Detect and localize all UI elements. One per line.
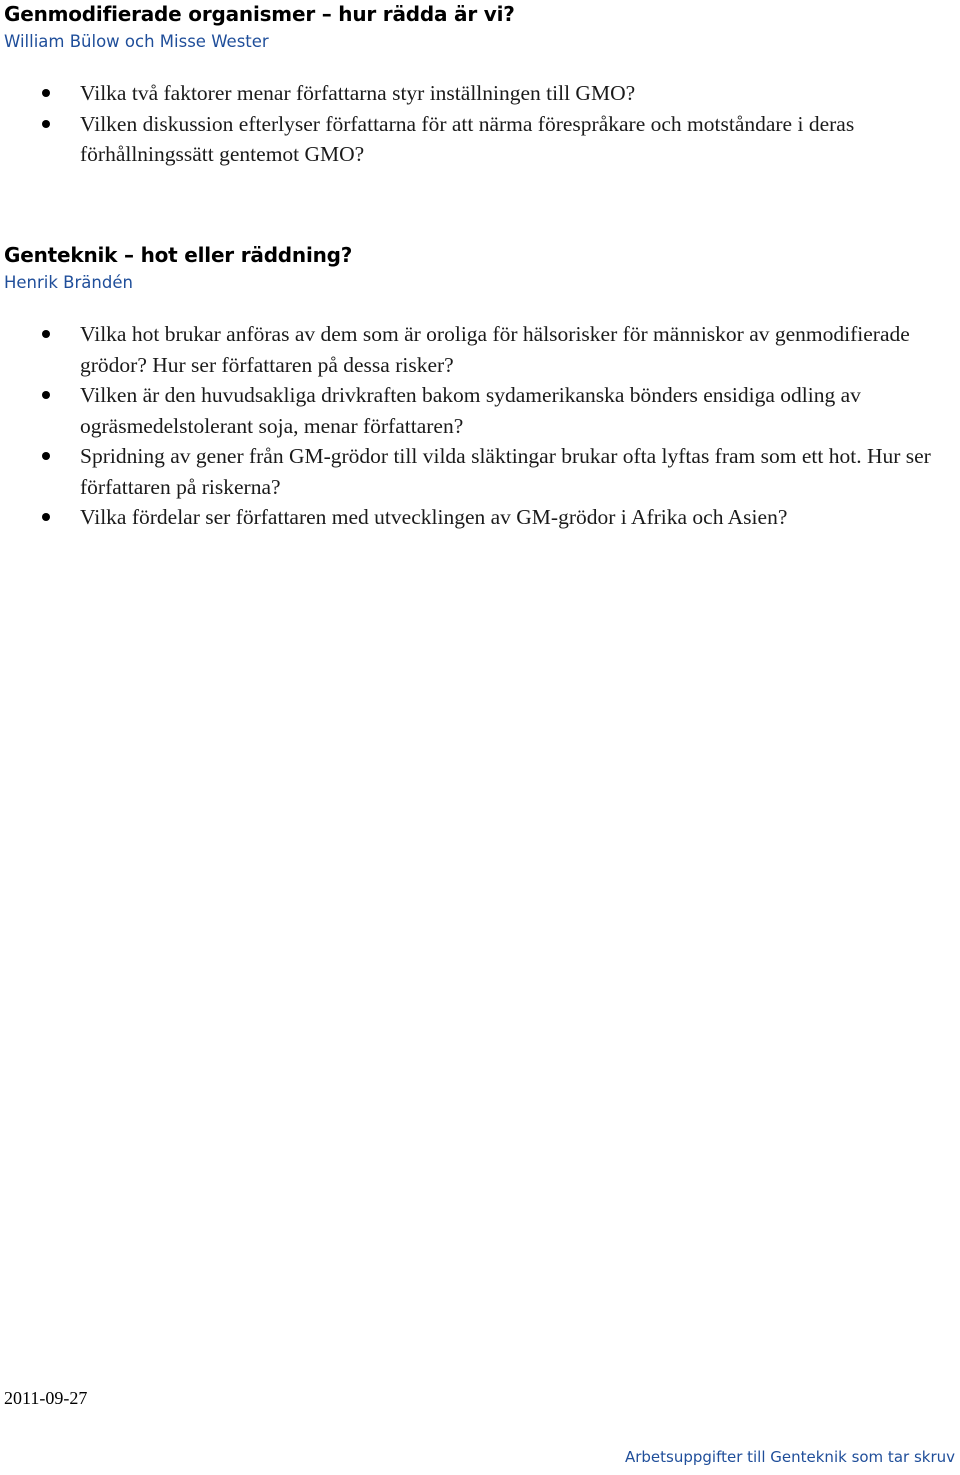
question-item <box>4 78 956 109</box>
question-text: Vilka hot brukar anföras av dem som är oroliga för hälsorisker för människor av genmodifierade grödor? Hur ser författaren på dessa risker? <box>80 322 910 377</box>
section-heading: Genteknik – hot eller räddning? <box>4 243 353 267</box>
bullet-icon <box>42 513 50 521</box>
footer-document-title: Arbetsuppgifter till Genteknik som tar skruv <box>624 1448 955 1466</box>
section-author: Henrik Brändén <box>4 273 133 292</box>
question-item <box>4 441 956 502</box>
bullet-icon <box>42 120 50 128</box>
bullet-icon <box>42 330 50 338</box>
article-section-gmo <box>4 0 956 170</box>
bullet-icon <box>42 89 50 97</box>
question-item <box>4 502 956 533</box>
question-item <box>4 380 956 441</box>
question-list <box>4 319 956 533</box>
question-text: Vilka två faktorer menar författarna styr inställningen till GMO? <box>80 81 636 105</box>
question-text: Vilka fördelar ser författaren med utvecklingen av GM-grödor i Afrika och Asien? <box>80 505 788 529</box>
section-author: William Bülow och Misse Wester <box>4 32 269 51</box>
bullet-icon <box>42 391 50 399</box>
section-heading: Genmodifierade organismer – hur rädda är vi? <box>4 2 515 26</box>
question-item <box>4 109 956 170</box>
question-text: Vilken diskussion efterlyser författarna för att närma förespråkare och motståndare i deras förhållningssätt gentemot GMO? <box>80 111 855 166</box>
footer-date: 2011-09-27 <box>4 1388 88 1408</box>
question-text: Spridning av gener från GM-grödor till vilda släktingar brukar ofta lyftas fram som ett hot. Hur ser författaren på riskerna? <box>80 444 931 499</box>
question-item <box>4 319 956 380</box>
question-text: Vilken är den huvudsakliga drivkraften bakom sydamerikanska bönders ensidiga odling av ogräsmedelstolerant soja, menar författaren? <box>80 383 861 438</box>
question-list <box>4 78 956 170</box>
article-section-genteknik <box>4 241 956 533</box>
bullet-icon <box>42 452 50 460</box>
